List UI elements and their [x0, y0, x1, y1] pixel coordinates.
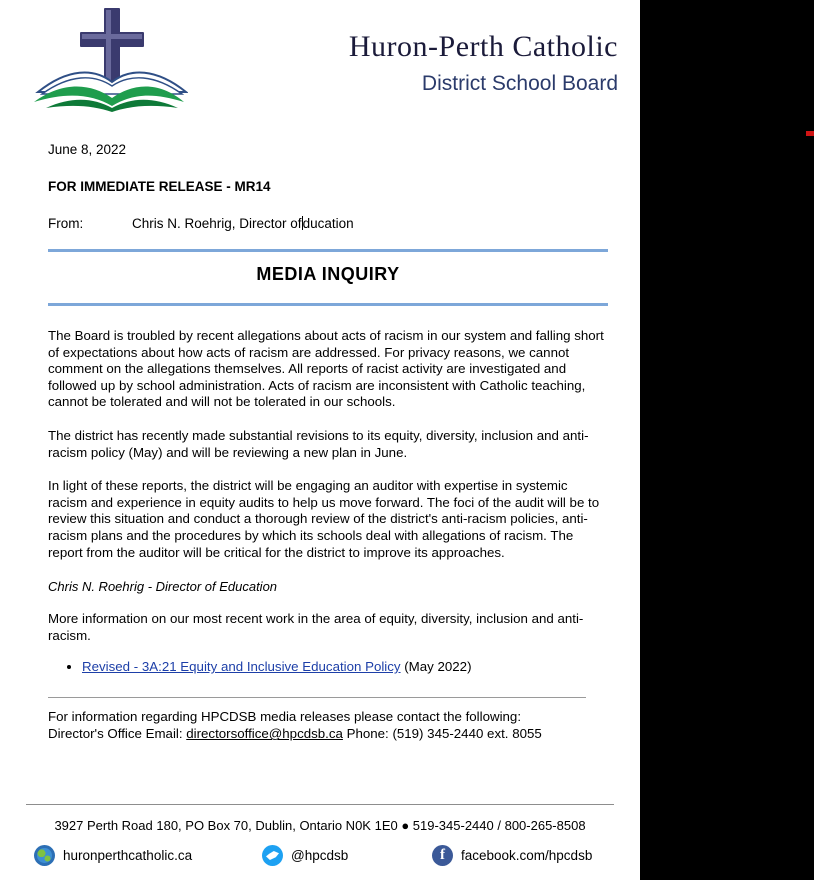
footer-social-links — [0, 845, 640, 866]
hpcdsb-logo — [28, 6, 188, 114]
contact-email-prefix: Director's Office Email: — [48, 726, 187, 742]
page-title: MEDIA INQUIRY — [256, 264, 400, 284]
page-footer — [0, 804, 640, 880]
from-row — [48, 216, 608, 231]
footer-twitter-item[interactable] — [262, 845, 432, 866]
from-label: From: — [48, 216, 84, 231]
organization-subtitle: District School Board — [421, 72, 618, 95]
contact-phone: Phone: (519) 345-2440 ext. 8055 — [342, 726, 542, 742]
letter-date: June 8, 2022 — [48, 142, 127, 157]
from-value-after: ducation — [302, 216, 354, 231]
contact-email-link[interactable]: directorsoffice@hpcdsb.ca — [186, 726, 343, 742]
contact-line-1: For information regarding HPCDSB media releases please contact the following: — [48, 709, 522, 725]
paragraph-3: In light of these reports, the district will be engaging an auditor with expertise in systemic racism and experience in equity audits to help us move forward. The foci of the audit will be to review this situation and conduct a thorough review of the district's anti-racism policies, anti-racism plans and the procedures by which its schools deal with allegations of racism. The report from the auditor will be critical for the district to improve its approaches. — [48, 478, 600, 560]
divider-bottom — [48, 303, 608, 306]
facebook-icon — [432, 845, 453, 866]
organization-name: Huron-Perth Catholic — [348, 30, 618, 63]
from-value — [132, 216, 354, 231]
divider-top — [48, 249, 608, 252]
globe-icon — [34, 845, 55, 866]
signature-line: Chris N. Roehrig - Director of Education — [48, 579, 278, 595]
red-marker — [806, 131, 814, 136]
footer-address: 3927 Perth Road 180, PO Box 70, Dublin, Ontario N0K 1E0 ● 519-345-2440 / 800-265-8508 — [54, 818, 586, 833]
paragraph-1: The Board is troubled by recent allegations about acts of racism in our system and falling short of expectations about how acts of racism are addressed. For privacy reasons, we cannot comment on the allegations themselves. All reports of racist activity are investigated and followed up by school administration. Acts of racism are inconsistent with Catholic teaching, cannot be tolerated and will not be tolerated in our schools. — [48, 328, 604, 410]
footer-twitter-label: @hpcdsb — [291, 848, 349, 863]
footer-website-label: huronperthcatholic.ca — [63, 848, 193, 863]
release-line: FOR IMMEDIATE RELEASE - MR14 — [48, 179, 271, 194]
cross-over-book-logo-icon — [28, 6, 188, 114]
letterhead — [0, 0, 640, 118]
contact-divider — [48, 697, 586, 698]
from-value-before: Chris N. Roehrig, Director of — [132, 216, 302, 231]
contact-block — [48, 708, 608, 742]
twitter-icon — [262, 845, 283, 866]
policy-link-list — [48, 658, 608, 675]
footer-facebook-label: facebook.com/hpcdsb — [461, 848, 593, 863]
list-item — [82, 658, 608, 675]
black-side-panel — [640, 0, 814, 880]
footer-divider — [26, 804, 614, 805]
letter-body — [0, 142, 640, 742]
policy-link-suffix: (May 2022) — [400, 659, 472, 675]
paragraph-2: The district has recently made substantial revisions to its equity, diversity, inclusion and anti-racism policy (May) and will be reviewing a new plan in June. — [48, 427, 589, 460]
footer-facebook-item[interactable] — [432, 845, 614, 866]
more-info-text: More information on our most recent work in the area of equity, diversity, inclusion and anti-racism. — [48, 611, 584, 643]
policy-link[interactable]: Revised - 3A:21 Equity and Inclusive Education Policy — [82, 659, 401, 675]
footer-website-item[interactable] — [26, 845, 262, 866]
